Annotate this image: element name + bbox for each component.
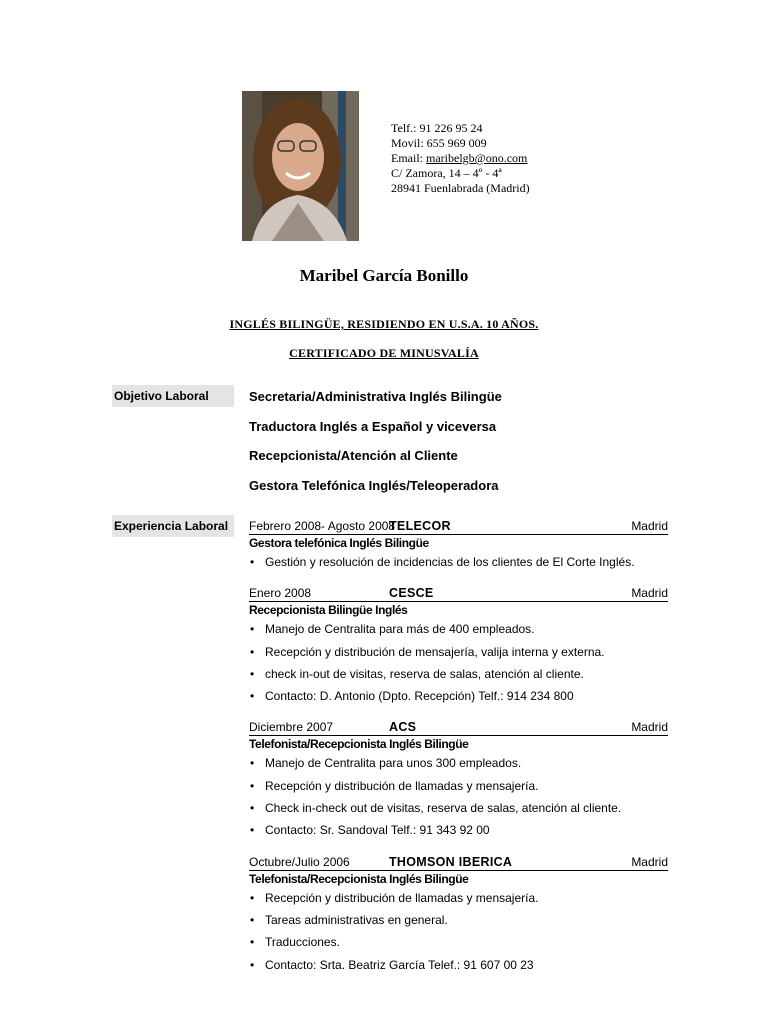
task-text: Manejo de Centralita para más de 400 empleados. bbox=[265, 622, 535, 637]
task-item bbox=[249, 618, 668, 640]
email-link[interactable]: maribelgb@ono.com bbox=[426, 151, 528, 165]
email-label: Email: bbox=[391, 151, 426, 165]
job-title: Telefonista/Recepcionista Inglés Bilingüe bbox=[249, 871, 469, 886]
experience-section-label: Experiencia Laboral bbox=[112, 515, 234, 537]
task-item bbox=[249, 685, 668, 707]
task-item bbox=[249, 887, 668, 909]
job-title: Gestora telefónica Inglés Bilingüe bbox=[249, 536, 429, 550]
bullet-icon: • bbox=[250, 644, 255, 659]
task-text: Recepción y distribución de mensajería, valija interna y externa. bbox=[265, 644, 605, 659]
job-entry bbox=[249, 585, 668, 707]
task-item bbox=[249, 931, 668, 953]
bullet-icon: • bbox=[250, 801, 255, 816]
task-item bbox=[249, 954, 668, 976]
profile-photo bbox=[242, 91, 359, 241]
task-item bbox=[249, 641, 668, 663]
job-company: CESCE bbox=[389, 586, 434, 601]
job-header bbox=[249, 518, 668, 535]
job-header bbox=[249, 719, 668, 736]
objective-item: Gestora Telefónica Inglés/Teleoperadora bbox=[249, 477, 499, 493]
bullet-icon: • bbox=[250, 666, 255, 681]
email-row bbox=[391, 151, 530, 166]
city: 28941 Fuenlabrada (Madrid) bbox=[391, 181, 530, 195]
job-date: Febrero 2008- Agosto 2008 bbox=[249, 519, 396, 533]
bullet-icon: • bbox=[250, 622, 255, 637]
task-text: Gestión y resolución de incidencias de los clientes de El Corte Inglés. bbox=[265, 555, 635, 569]
headline-bilingual: INGLÉS BILINGÜE, RESIDIENDO EN U.S.A. 10 AÑOS. bbox=[229, 317, 539, 331]
bullet-icon: • bbox=[250, 935, 255, 950]
job-company: THOMSON IBERICA bbox=[389, 854, 513, 869]
job-place: Madrid bbox=[631, 720, 668, 735]
task-text: Manejo de Centralita para unos 300 empleados. bbox=[265, 756, 522, 771]
objective-list bbox=[249, 389, 502, 507]
task-list bbox=[249, 887, 668, 976]
task-item bbox=[249, 909, 668, 931]
contact-block bbox=[391, 121, 530, 196]
bullet-icon: • bbox=[250, 912, 255, 927]
bullet-icon: • bbox=[250, 555, 255, 569]
task-item bbox=[249, 551, 668, 573]
task-text: Check in-check out de visitas, reserva de salas, atención al cliente. bbox=[265, 801, 622, 816]
objective-item: Secretaria/Administrativa Inglés Bilingüe bbox=[249, 389, 502, 404]
job-date: Diciembre 2007 bbox=[249, 720, 334, 735]
bullet-icon: • bbox=[250, 689, 255, 704]
job-company: TELECOR bbox=[389, 519, 451, 533]
job-place: Madrid bbox=[631, 519, 668, 533]
address: C/ Zamora, 14 – 4º - 4ª bbox=[391, 166, 502, 180]
task-item bbox=[249, 663, 668, 685]
mobile: Movil: 655 969 009 bbox=[391, 136, 487, 150]
bullet-icon: • bbox=[250, 778, 255, 793]
job-place: Madrid bbox=[631, 586, 668, 601]
task-text: Tareas administrativas en general. bbox=[265, 912, 448, 927]
bullet-icon: • bbox=[250, 756, 255, 771]
phone: Telf.: 91 226 95 24 bbox=[391, 121, 483, 135]
task-text: Contacto: Srta. Beatriz García Telef.: 91 607 00 23 bbox=[265, 957, 534, 972]
task-text: Recepción y distribución de llamadas y mensajería. bbox=[265, 890, 539, 905]
task-text: check in-out de visitas, reserva de salas, atención al cliente. bbox=[265, 666, 584, 681]
job-entry bbox=[249, 854, 668, 976]
bullet-icon: • bbox=[250, 823, 255, 838]
objective-section-label: Objetivo Laboral bbox=[112, 385, 234, 407]
job-title: Telefonista/Recepcionista Inglés Bilingüe bbox=[249, 737, 469, 752]
objective-item: Recepcionista/Atención al Cliente bbox=[249, 448, 458, 463]
task-list bbox=[249, 551, 668, 573]
headline-certificate: CERTIFICADO DE MINUSVALÍA bbox=[289, 346, 479, 360]
experience-list bbox=[249, 518, 668, 988]
task-item bbox=[249, 797, 668, 819]
objective-item: Traductora Inglés a Español y viceversa bbox=[249, 418, 497, 434]
job-entry bbox=[249, 719, 668, 841]
job-company: ACS bbox=[389, 720, 417, 735]
job-header bbox=[249, 854, 668, 871]
task-text: Recepción y distribución de llamadas y mensajería. bbox=[265, 778, 539, 793]
job-date: Enero 2008 bbox=[249, 586, 312, 601]
bullet-icon: • bbox=[250, 890, 255, 905]
task-text: Contacto: D. Antonio (Dpto. Recepción) Telf.: 914 234 800 bbox=[265, 689, 574, 704]
task-text: Contacto: Sr. Sandoval Telf.: 91 343 92 00 bbox=[265, 823, 490, 838]
job-place: Madrid bbox=[631, 854, 668, 869]
task-item bbox=[249, 752, 668, 774]
job-entry bbox=[249, 518, 668, 573]
task-item bbox=[249, 775, 668, 797]
job-title: Recepcionista Bilingüe Inglés bbox=[249, 603, 408, 618]
task-list bbox=[249, 752, 668, 841]
bullet-icon: • bbox=[250, 957, 255, 972]
job-header bbox=[249, 585, 668, 602]
candidate-name: Maribel García Bonillo bbox=[299, 266, 469, 285]
job-date: Octubre/Julio 2006 bbox=[249, 854, 350, 869]
task-list bbox=[249, 618, 668, 707]
task-text: Traducciones. bbox=[265, 935, 340, 950]
task-item bbox=[249, 819, 668, 841]
